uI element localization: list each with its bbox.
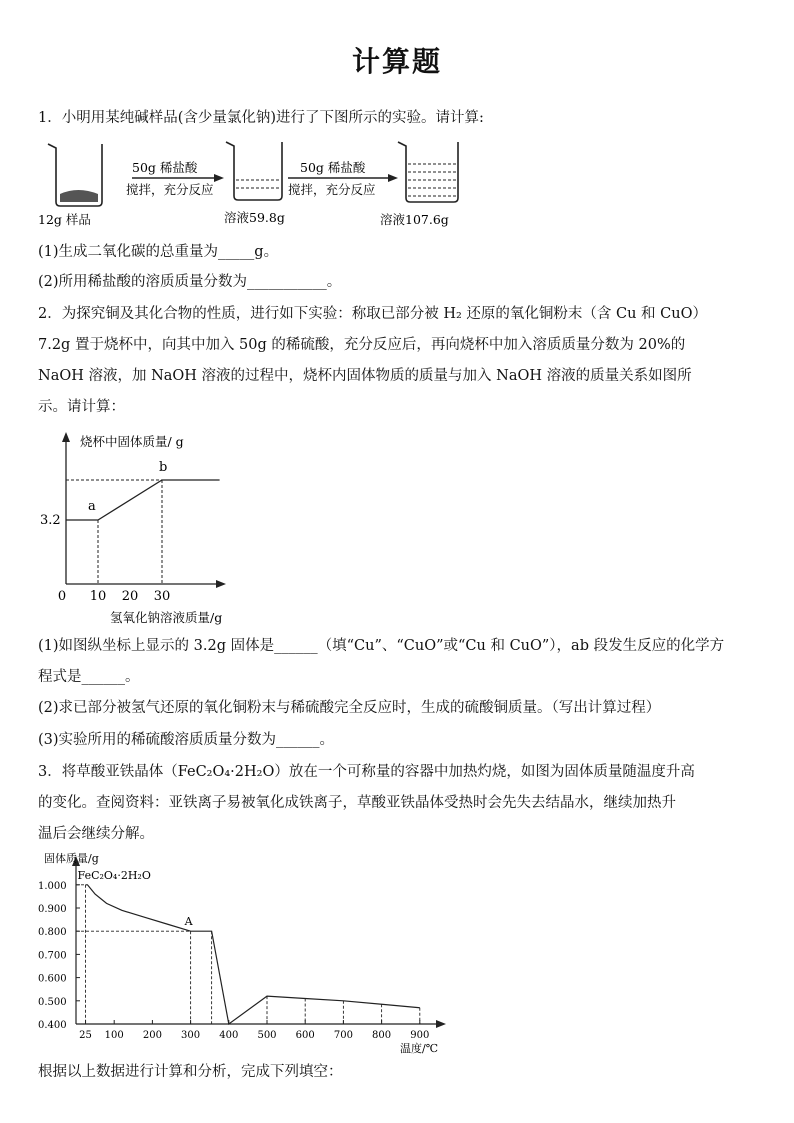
arrow2-top-label: 50g 稀盐酸 xyxy=(300,160,366,175)
q1-stem: 1．小明用某纯碱样品(含少量氯化钠)进行了下图所示的实验。请计算: xyxy=(38,110,484,126)
x-ticks xyxy=(79,1020,429,1041)
y-tick-1.000: 1.000 xyxy=(38,880,67,892)
q2-stem-line1: 2．为探究铜及其化合物的性质，进行如下实验：称取已部分被 H₂ 还原的氧化铜粉末（含 Cu 和 CuO） xyxy=(38,306,707,322)
q2-sub1-line1: (1)如图纵坐标上显示的 3.2g 固体是______（填“Cu”、“CuO”或“Cu 和 CuO”），ab 段发生反应的化学方 xyxy=(38,638,725,654)
x-axis-label: 氢氧化钠溶液质量/g xyxy=(110,610,223,625)
x-axis-arrow xyxy=(216,580,226,588)
x-axis-arrow xyxy=(436,1020,446,1028)
beaker-3 xyxy=(398,142,458,202)
x-tick-300: 300 xyxy=(181,1030,201,1041)
q2-stem-line4: 示。请计算： xyxy=(38,399,125,415)
beaker-1 xyxy=(48,144,102,206)
x-tick-800: 800 xyxy=(372,1030,392,1041)
beaker2-label: 溶液59.8g xyxy=(224,210,285,225)
x-tick-900: 900 xyxy=(410,1030,430,1041)
y-axis-label: 固体质量/g xyxy=(44,852,99,865)
y-tick-0.900: 0.900 xyxy=(38,904,67,915)
point-label-A: A xyxy=(184,915,193,929)
x-tick-10: 10 xyxy=(89,589,107,604)
point-label-a: a xyxy=(88,499,96,514)
x-tick-600: 600 xyxy=(295,1030,315,1041)
y-tick-0.800: 0.800 xyxy=(38,927,67,939)
point-label-b: b xyxy=(159,460,168,475)
arrow-2 xyxy=(288,174,398,182)
y-axis-arrow xyxy=(62,432,70,442)
arrow1-bottom-label: 搅拌，充分反应 xyxy=(126,182,214,197)
q2-stem-line3: NaOH 溶液，加 NaOH 溶液的过程中，烧杯内固体物质的质量与加入 NaOH 溶液的质量关系如图所 xyxy=(38,368,692,384)
q1-sub2: (2)所用稀盐酸的溶质质量分数为___________。 xyxy=(38,274,342,290)
x-tick-200: 200 xyxy=(142,1030,162,1041)
x-tick-25: 25 xyxy=(79,1030,92,1041)
y-tick-0.500: 0.500 xyxy=(38,996,67,1008)
q3-stem-line3: 温后会继续分解。 xyxy=(38,826,154,842)
chart-solid-mass-vs-naoh xyxy=(30,428,250,628)
y-ticks xyxy=(38,881,80,1031)
y-axis-label: 烧杯中固体质量/ g xyxy=(80,434,184,449)
beaker1-label: 12g 样品 xyxy=(38,212,91,227)
y-tick-0.700: 0.700 xyxy=(38,950,67,962)
q1-sub1: (1)生成二氧化碳的总重量为_____g。 xyxy=(38,244,279,260)
arrow2-bottom-label: 搅拌，充分反应 xyxy=(288,182,376,197)
x-tick-100: 100 xyxy=(104,1030,124,1041)
x-tick-700: 700 xyxy=(333,1030,353,1041)
q3-stem-line1: 3．将草酸亚铁晶体（FeC₂O₄·2H₂O）放在一个可称量的容器中加热灼烧，如图为固体质量随温度升高 xyxy=(38,764,695,780)
x-tick-0: 0 xyxy=(57,589,67,604)
x-axis-label: 温度/℃ xyxy=(400,1042,439,1055)
y-tick-0.400: 0.400 xyxy=(38,1020,67,1031)
q3-stem-line2: 的变化。查阅资料：亚铁离子易被氧化成铁离子，草酸亚铁晶体受热时会先失去结晶水，继续加热升 xyxy=(38,795,676,811)
q2-sub1-line2: 程式是______。 xyxy=(38,669,140,685)
x-tick-400: 400 xyxy=(219,1030,239,1041)
y-tick-3.2: 3.2 xyxy=(40,513,61,528)
x-tick-20: 20 xyxy=(121,589,139,604)
q2-sub3: (3)实验所用的稀硫酸溶质质量分数为______。 xyxy=(38,732,335,748)
q1-beaker-diagram xyxy=(38,136,478,232)
arrow1-top-label: 50g 稀盐酸 xyxy=(132,160,198,175)
q2-stem-line2: 7.2g 置于烧杯中，向其中加入 50g 的稀硫酸，充分反应后，再向烧杯中加入溶质质量分数为 20%的 xyxy=(38,337,686,353)
x-tick-30: 30 xyxy=(153,589,171,604)
y-tick-0.600: 0.600 xyxy=(38,973,67,985)
q2-sub2: (2)求已部分被氢气还原的氧化铜粉末与稀硫酸完全反应时，生成的硫酸铜质量。（写出计算过程） xyxy=(38,700,661,716)
chart-solid-mass-vs-temperature xyxy=(38,848,458,1058)
q3-footer: 根据以上数据进行计算和分析，完成下列填空： xyxy=(38,1064,343,1080)
beaker-2 xyxy=(226,142,282,200)
arrow-1 xyxy=(132,174,224,182)
series-label: FeC₂O₄·2H₂O xyxy=(77,868,151,882)
page-title: 计算题 xyxy=(351,45,442,78)
series-line xyxy=(86,885,420,1024)
x-tick-500: 500 xyxy=(257,1030,277,1041)
beaker3-label: 溶液107.6g xyxy=(380,212,449,227)
